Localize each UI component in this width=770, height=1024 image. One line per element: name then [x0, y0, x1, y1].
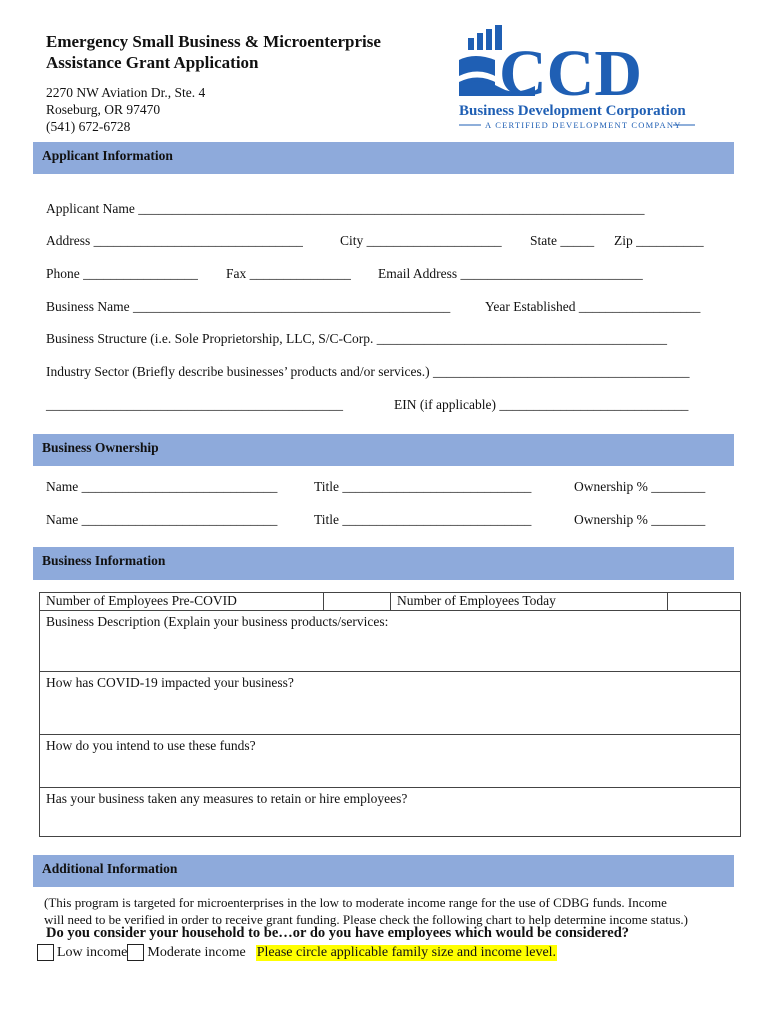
logo-subtagline: A CERTIFIED DEVELOPMENT COMPANY: [485, 120, 682, 130]
emp-today-input[interactable]: [668, 593, 740, 611]
form-title: [46, 31, 381, 73]
covid-impact-field[interactable]: [40, 672, 740, 735]
business-description-label: Business Description (Explain your business products/services:: [46, 614, 389, 629]
owner-name-field[interactable]: Name _____________________________: [46, 512, 278, 527]
low-income-label: Low income: [57, 944, 128, 960]
organization-address: [46, 84, 205, 135]
moderate-income-label: Moderate income: [147, 944, 246, 960]
income-note-line-1: (This program is targeted for microenterprises in the low to moderate income range for the use of CDBG funds. Income: [44, 895, 667, 910]
logo-tagline: Business Development Corporation: [459, 103, 686, 119]
emp-precovid-input[interactable]: [324, 593, 391, 611]
circle-instruction-highlight: Please circle applicable family size and income level.: [256, 944, 557, 960]
low-income-checkbox[interactable]: [37, 944, 54, 961]
logo-bar-icon: [486, 29, 492, 50]
business-name-field[interactable]: Business Name _______________________________________________: [46, 299, 451, 314]
emp-today-label-cell: [391, 593, 668, 611]
state-field[interactable]: State _____: [530, 233, 595, 248]
funds-use-label: How do you intend to use these funds?: [46, 738, 256, 753]
address-city: Roseburg, OR 97470: [46, 102, 161, 117]
logo-brand-text: CCD: [499, 37, 642, 110]
employees-row: [40, 593, 740, 611]
household-question: Do you consider your household to be…or do you have employees which would be considered?: [46, 925, 630, 941]
income-options: [37, 944, 557, 961]
emp-precovid-label: Number of Employees Pre-COVID: [46, 593, 237, 608]
section-header-business: Business Information: [33, 547, 734, 580]
emp-today-label: Number of Employees Today: [397, 593, 556, 608]
owner-percent-field[interactable]: Ownership % ________: [574, 512, 706, 527]
industry-sector-field[interactable]: Industry Sector (Briefly describe businesses’ products and/or services.) ______________________________________: [46, 364, 690, 379]
ein-field[interactable]: EIN (if applicable) ____________________________: [394, 397, 689, 412]
city-field[interactable]: City ____________________: [340, 233, 502, 248]
funds-use-field[interactable]: [40, 735, 740, 788]
email-field[interactable]: Email Address ___________________________: [378, 266, 643, 281]
business-info-table: [39, 592, 741, 837]
income-note-line-2: will need to be verified in order to receive grant funding. Please check the following chart to help determine income status.): [44, 912, 689, 927]
address-street: 2270 NW Aviation Dr., Ste. 4: [46, 85, 206, 100]
owner-percent-field[interactable]: Ownership % ________: [574, 479, 706, 494]
section-header-applicant: Applicant Information: [33, 142, 734, 174]
owner-title-field[interactable]: Title ____________________________: [314, 512, 532, 527]
logo-bar-icon: [477, 33, 483, 50]
logo-bar-icon: [468, 38, 474, 50]
fax-field[interactable]: Fax _______________: [226, 266, 351, 281]
owner-name-field[interactable]: Name _____________________________: [46, 479, 278, 494]
section-header-ownership: Business Ownership: [33, 434, 734, 466]
business-description-field[interactable]: [40, 611, 740, 672]
retain-hire-label: Has your business taken any measures to retain or hire employees?: [46, 791, 408, 806]
year-established-field[interactable]: Year Established __________________: [485, 299, 701, 314]
covid-impact-label: How has COVID-19 impacted your business?: [46, 675, 294, 690]
ccd-logo-graphic: [455, 24, 710, 134]
address-phone: (541) 672-6728: [46, 119, 131, 134]
industry-sector-continued-field[interactable]: ____________________________________________: [46, 397, 343, 412]
ccd-logo: [455, 24, 710, 134]
moderate-income-checkbox[interactable]: [127, 944, 144, 961]
emp-precovid-label-cell: [40, 593, 324, 611]
title-line-1: Emergency Small Business & Microenterprise: [46, 32, 381, 51]
business-structure-field[interactable]: Business Structure (i.e. Sole Proprietorship, LLC, S/C-Corp. ___________________________________________: [46, 331, 667, 346]
phone-field[interactable]: Phone _________________: [46, 266, 198, 281]
section-header-additional: Additional Information: [33, 855, 734, 887]
address-field[interactable]: Address _______________________________: [46, 233, 303, 248]
retain-hire-field[interactable]: [40, 788, 740, 836]
owner-title-field[interactable]: Title ____________________________: [314, 479, 532, 494]
applicant-name-field[interactable]: Applicant Name ___________________________________________________________________________: [46, 201, 645, 216]
zip-field[interactable]: Zip __________: [614, 233, 704, 248]
title-line-2: Assistance Grant Application: [46, 53, 259, 72]
